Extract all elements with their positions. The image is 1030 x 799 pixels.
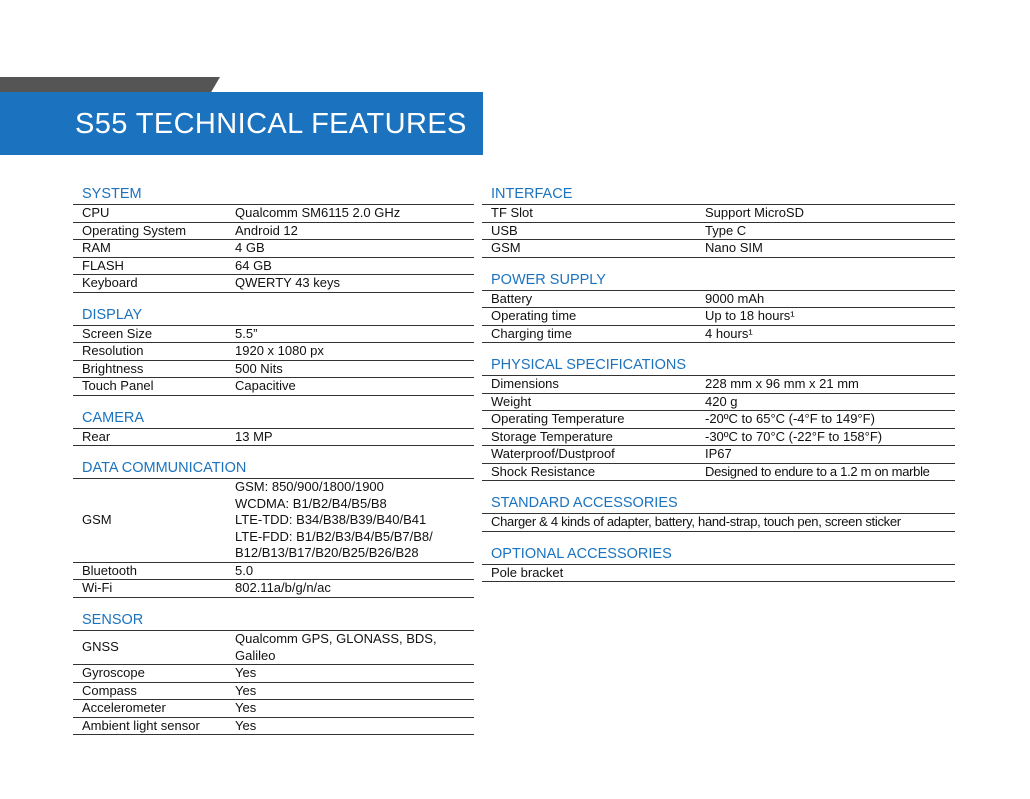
- spec-row: [73, 631, 474, 665]
- section-title: OPTIONAL ACCESSORIES: [482, 546, 955, 565]
- spec-value: Yes: [235, 682, 257, 698]
- spec-row: [73, 275, 474, 293]
- spec-row: [482, 464, 955, 482]
- spec-row: [73, 223, 474, 241]
- header-accent-tab: [0, 77, 220, 92]
- spec-value: Yes: [235, 700, 257, 716]
- spec-label: USB: [491, 222, 518, 238]
- spec-value: 500 Nits: [235, 360, 283, 376]
- spec-label: Screen Size: [82, 325, 153, 341]
- spec-row: [482, 291, 955, 309]
- spec-value: Android 12: [235, 222, 298, 238]
- spec-label: TF Slot: [491, 205, 533, 220]
- section-optional-accessories: [482, 546, 955, 583]
- spec-row: [482, 429, 955, 447]
- spec-row: [482, 223, 955, 241]
- spec-value: Up to 18 hours¹: [705, 308, 795, 323]
- accessory-list: Charger & 4 kinds of adapter, battery, hand-strap, touch pen, screen sticker: [491, 514, 901, 529]
- spec-value: Type C: [705, 222, 747, 238]
- section-title: DISPLAY: [73, 307, 474, 326]
- spec-value: Nano SIM: [705, 240, 763, 255]
- spec-value: -30ºC to 70°C (-22°F to 158°F): [705, 428, 883, 444]
- spec-label: Rear: [82, 428, 111, 444]
- section-display: [73, 307, 474, 396]
- spec-row: [73, 683, 474, 701]
- spec-row: [482, 411, 955, 429]
- spec-label: CPU: [82, 205, 110, 220]
- spec-row: [73, 361, 474, 379]
- spec-label: Battery: [491, 290, 533, 306]
- section-standard-accessories: [482, 495, 955, 532]
- spec-label: GSM: [491, 240, 521, 255]
- spec-value: GSM: 850/900/1800/1900 WCDMA: B1/B2/B4/B5/B8 LTE-TDD: B34/B38/B39/B40/B41 LTE-FDD: B1/B2/B3/B4/B5/B7/B8/ B12/B13/B17/B20/B25/B26/B28: [235, 479, 433, 561]
- spec-label: FLASH: [82, 257, 124, 273]
- spec-label: Gyroscope: [82, 665, 145, 681]
- spec-row: [73, 563, 474, 581]
- spec-label: Waterproof/Dustproof: [491, 446, 615, 461]
- spec-value: 420 g: [705, 393, 738, 409]
- spec-row: [73, 580, 474, 598]
- spec-value: 4 GB: [235, 240, 265, 255]
- spec-label: Operating time: [491, 308, 577, 323]
- spec-label: Weight: [491, 393, 532, 409]
- section-physical-specifications: [482, 357, 955, 481]
- right-column: [482, 186, 955, 596]
- spec-value: Support MicroSD: [705, 205, 804, 220]
- section-interface: [482, 186, 955, 258]
- spec-value: 802.11a/b/g/n/ac: [235, 580, 331, 596]
- section-title: SENSOR: [73, 612, 474, 631]
- spec-row: [482, 514, 955, 532]
- spec-row: [482, 240, 955, 258]
- spec-value: 1920 x 1080 px: [235, 343, 324, 358]
- section-sensor: [73, 612, 474, 735]
- spec-value: 5.0: [235, 562, 254, 578]
- spec-value: QWERTY 43 keys: [235, 275, 340, 290]
- spec-label: GSM: [82, 512, 112, 528]
- spec-row: [73, 429, 474, 447]
- spec-value: Capacitive: [235, 378, 296, 393]
- spec-value: IP67: [705, 446, 732, 461]
- spec-label: Keyboard: [82, 275, 138, 290]
- spec-row: [482, 565, 955, 583]
- spec-value: 5.5”: [235, 325, 258, 341]
- spec-row: [73, 665, 474, 683]
- spec-value: 228 mm x 96 mm x 21 mm: [705, 376, 859, 391]
- spec-label: RAM: [82, 240, 111, 255]
- spec-label: Operating System: [82, 222, 187, 238]
- spec-label: Shock Resistance: [491, 463, 596, 479]
- spec-row: [482, 205, 955, 223]
- spec-value: Yes: [235, 717, 257, 733]
- spec-label: Accelerometer: [82, 700, 166, 716]
- accessory-list: Pole bracket: [491, 564, 564, 580]
- left-column: [73, 186, 474, 749]
- spec-label: Dimensions: [491, 376, 559, 391]
- spec-row: [73, 700, 474, 718]
- spec-value: Qualcomm GPS, GLONASS, BDS, Galileo: [235, 630, 437, 663]
- spec-label: Compass: [82, 682, 137, 698]
- spec-row: [73, 378, 474, 396]
- spec-label: Touch Panel: [82, 378, 154, 393]
- spec-label: Ambient light sensor: [82, 717, 200, 733]
- spec-row: [73, 240, 474, 258]
- spec-label: Storage Temperature: [491, 428, 613, 444]
- spec-row: [482, 394, 955, 412]
- section-title: POWER SUPPLY: [482, 272, 955, 291]
- spec-label: GNSS: [82, 639, 119, 655]
- section-power-supply: [482, 272, 955, 344]
- page-title: S55 TECHNICAL FEATURES: [75, 108, 467, 140]
- spec-value: Qualcomm SM6115 2.0 GHz: [235, 205, 401, 220]
- spec-row: [482, 446, 955, 464]
- spec-row: [73, 479, 474, 563]
- spec-row: [482, 326, 955, 344]
- spec-row: [73, 343, 474, 361]
- section-title: DATA COMMUNICATION: [73, 460, 474, 479]
- spec-row: [73, 718, 474, 736]
- spec-value: Yes: [235, 665, 257, 681]
- spec-value: 64 GB: [235, 257, 272, 273]
- section-camera: [73, 410, 474, 447]
- section-title: CAMERA: [73, 410, 474, 429]
- spec-label: Resolution: [82, 343, 144, 358]
- spec-value: 13 MP: [235, 428, 273, 444]
- spec-label: Charging time: [491, 325, 572, 341]
- spec-row: [73, 326, 474, 344]
- section-title: PHYSICAL SPECIFICATIONS: [482, 357, 955, 376]
- section-data-communication: [73, 460, 474, 598]
- spec-value: 9000 mAh: [705, 290, 765, 306]
- section-title: SYSTEM: [73, 186, 474, 205]
- spec-row: [73, 205, 474, 223]
- spec-label: Bluetooth: [82, 562, 137, 578]
- spec-row: [482, 308, 955, 326]
- spec-label: Brightness: [82, 360, 144, 376]
- section-title: INTERFACE: [482, 186, 955, 205]
- section-system: [73, 186, 474, 293]
- spec-label: Operating Temperature: [491, 411, 625, 426]
- spec-label: Wi-Fi: [82, 580, 113, 596]
- spec-value: -20ºC to 65°C (-4°F to 149°F): [705, 411, 875, 426]
- spec-value: Designed to endure to a 1.2 m on marble: [705, 463, 930, 479]
- section-title: STANDARD ACCESSORIES: [482, 495, 955, 514]
- spec-value: 4 hours¹: [705, 325, 753, 341]
- spec-row: [482, 376, 955, 394]
- spec-row: [73, 258, 474, 276]
